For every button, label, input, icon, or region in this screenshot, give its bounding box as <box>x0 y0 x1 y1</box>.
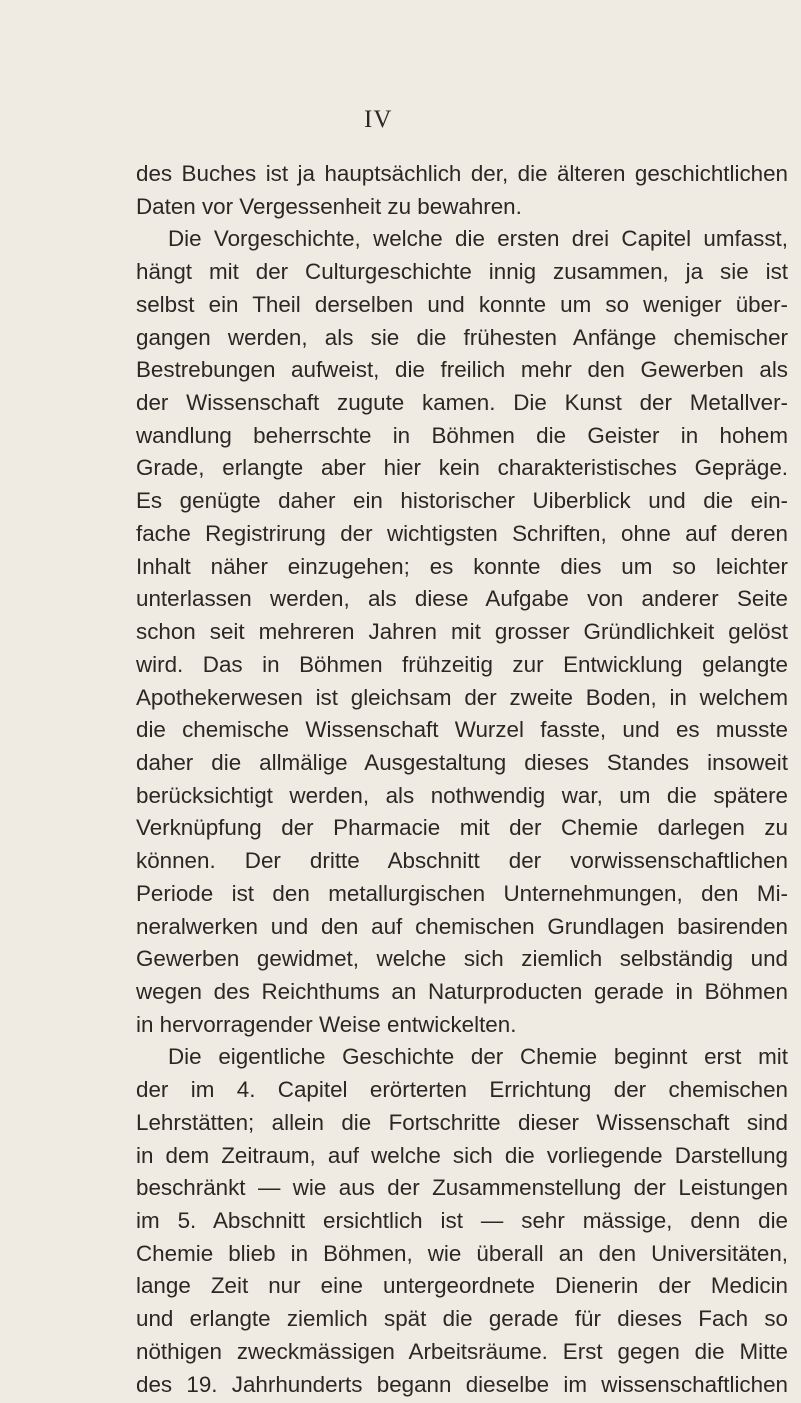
text-line: hängt mit der Culturgeschichte innig zusammen, ja sie ist <box>136 259 788 285</box>
text-line: berücksichtigt werden, als nothwendig war, um die spätere <box>136 782 788 808</box>
text-line: Lehrstätten; allein die Fortschritte dieser Wissenschaft sind <box>136 1109 788 1135</box>
text-line: lange Zeit nur eine untergeordnete Dienerin der Medicin <box>136 1273 788 1299</box>
text-line: Inhalt näher einzugehen; es konnte dies um so leichter <box>136 553 788 579</box>
text-line: Verknüpfung der Pharmacie mit der Chemie darlegen zu <box>136 815 788 841</box>
text-line: Gewerben gewidmet, welche sich ziemlich selbständig und <box>136 946 788 972</box>
text-line: beschränkt — wie aus der Zusammenstellung der Leistungen <box>136 1175 788 1201</box>
text-line: des 19. Jahrhunderts begann dieselbe im wissenschaftlichen <box>136 1371 788 1397</box>
text-line: gangen werden, als sie die frühesten Anfänge chemischer <box>136 324 788 350</box>
text-line: Bestrebungen aufweist, die freilich mehr den Gewerben als <box>136 357 788 383</box>
text-line: daher die allmälige Ausgestaltung dieses Standes insoweit <box>136 749 788 775</box>
text-line: neralwerken und den auf chemischen Grundlagen basirenden <box>136 913 788 939</box>
text-line: nöthigen zweckmässigen Arbeitsräume. Erst gegen die Mitte <box>136 1338 788 1364</box>
text-line: unterlassen werden, als diese Aufgabe von anderer Seite <box>136 586 788 612</box>
text-line: wandlung beherrschte in Böhmen die Geister in hohem <box>136 422 788 448</box>
text-line: der im 4. Capitel erörterten Errichtung der chemischen <box>136 1077 788 1103</box>
text-line: Apothekerwesen ist gleichsam der zweite Boden, in welchem <box>136 684 788 710</box>
text-line: wird. Das in Böhmen frühzeitig zur Entwicklung gelangte <box>136 651 788 677</box>
text-line: Daten vor Vergessenheit zu bewahren. <box>136 193 522 219</box>
text-line: Grade, erlangte aber hier kein charakteristisches Gepräge. <box>136 455 788 481</box>
text-line: im 5. Abschnitt ersichtlich ist — sehr mässige, denn die <box>136 1208 788 1233</box>
text-line: Es genügte daher ein historischer Uiberblick und die ein- <box>136 488 788 514</box>
text-line: und erlangte ziemlich spät die gerade für dieses Fach so <box>136 1306 788 1332</box>
text-line: selbst ein Theil derselben und konnte um so weniger über- <box>136 291 788 317</box>
text-line: des Buches ist ja hauptsächlich der, die älteren geschichtlichen <box>136 161 788 186</box>
text-line: schon seit mehreren Jahren mit grosser Gründlichkeit gelöst <box>136 619 788 645</box>
text-line: Die eigentliche Geschichte der Chemie beginnt erst mit <box>168 1044 788 1070</box>
text-line: in hervorragender Weise entwickelten. <box>136 1011 517 1037</box>
text-line: der Wissenschaft zugute kamen. Die Kunst der Metallver- <box>136 390 788 416</box>
text-line: Die Vorgeschichte, welche die ersten drei Capitel umfasst, <box>168 226 788 252</box>
text-line: wegen des Reichthums an Naturproducten gerade in Böhmen <box>136 978 788 1004</box>
text-line: können. Der dritte Abschnitt der vorwissenschaftlichen <box>136 848 788 874</box>
text-line: fache Registrirung der wichtigsten Schriften, ohne auf deren <box>136 520 788 546</box>
text-line: die chemische Wissenschaft Wurzel fasste, und es musste <box>136 717 788 743</box>
page-number: IV <box>364 106 393 133</box>
body-text <box>136 158 788 1401</box>
text-line: in dem Zeitraum, auf welche sich die vorliegende Darstellung <box>136 1142 788 1168</box>
text-line: Periode ist den metallurgischen Unternehmungen, den Mi- <box>136 880 788 906</box>
text-line: Chemie blieb in Böhmen, wie überall an den Universitäten, <box>136 1240 788 1266</box>
